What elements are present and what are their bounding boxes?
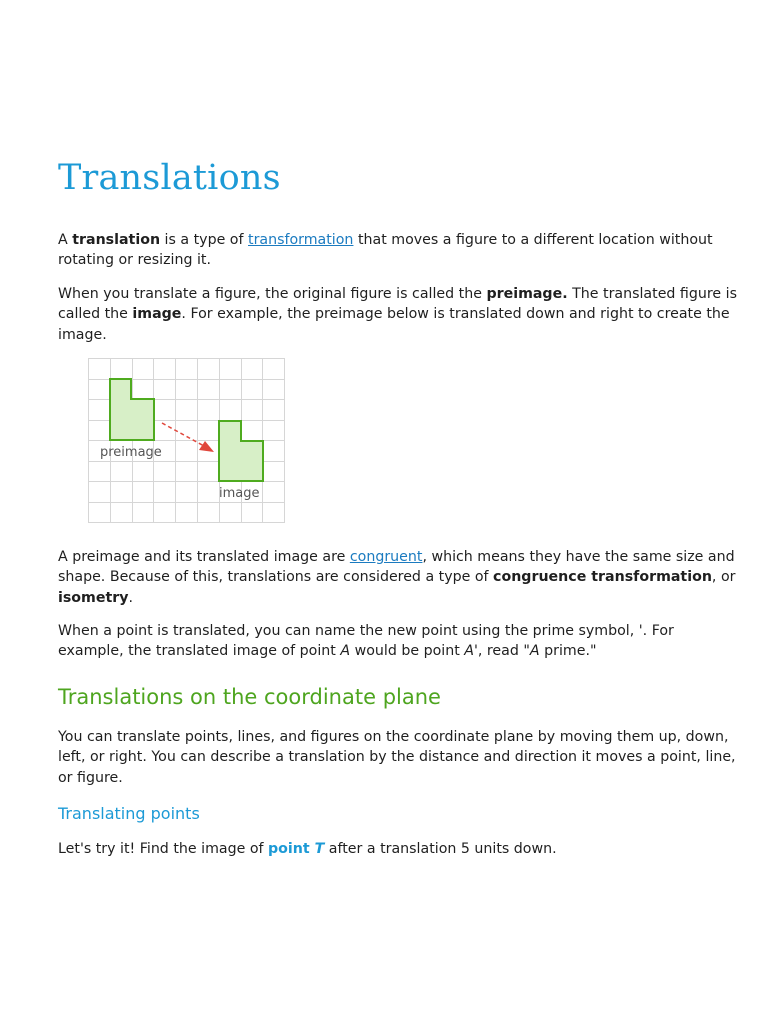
var-a: A	[340, 643, 351, 660]
term-preimage: preimage.	[486, 286, 568, 302]
text: would be point	[350, 643, 465, 660]
text: . For example, the preimage below is translated down and right to create the image.	[58, 306, 730, 343]
text: after a translation 5 units down.	[324, 841, 557, 857]
congruent-paragraph	[58, 547, 738, 608]
text: .	[128, 589, 134, 606]
text: , which means they have the same size and shape. Because of this, translations are considered a type of	[58, 549, 735, 586]
preimage-paragraph	[58, 284, 738, 345]
text: A	[58, 232, 73, 248]
preimage-label: preimage	[100, 445, 162, 460]
text: , or	[711, 569, 736, 586]
var-t: T	[314, 841, 325, 857]
text: A preimage and its translated image are	[58, 549, 350, 565]
link-congruent[interactable]: congruent	[349, 549, 423, 565]
point-t-label	[268, 841, 324, 857]
term-translation: translation	[72, 232, 161, 248]
text: The translated figure is called the	[58, 286, 737, 323]
text: prime."	[539, 643, 597, 660]
page-title: Translations	[58, 158, 281, 198]
term-congruence-transformation: congruence transformation	[493, 569, 712, 586]
link-transformation[interactable]: transformation	[248, 232, 354, 248]
text: that moves a figure to a different location without rotating or resizing it.	[58, 232, 713, 269]
try-it-paragraph	[58, 839, 738, 859]
text: When a point is translated, you can name the new point using the prime symbol, '. For example, the translated image of point	[58, 623, 674, 660]
intro-paragraph	[58, 230, 738, 271]
text: When you translate a figure, the original figure is called the	[58, 286, 487, 302]
term-isometry: isometry	[58, 589, 129, 606]
text: is a type of	[160, 232, 248, 248]
translation-figure	[88, 358, 286, 524]
text: , read "	[477, 643, 530, 660]
var-a: A	[529, 643, 540, 660]
point-word: point	[268, 841, 315, 857]
coordinate-paragraph: You can translate points, lines, and figures on the coordinate plane by moving them up, down, left, or right. You can describe a translation by the distance and direction it moves a point, line, or figure.	[58, 729, 736, 786]
text: Let's try it! Find the image of	[58, 841, 269, 857]
term-image: image	[132, 306, 182, 323]
subsection-heading: Translating points	[58, 804, 200, 823]
image-label: image	[219, 486, 260, 501]
var-a-prime: A'	[464, 643, 478, 660]
section-heading: Translations on the coordinate plane	[58, 685, 441, 709]
prime-paragraph	[58, 621, 738, 662]
